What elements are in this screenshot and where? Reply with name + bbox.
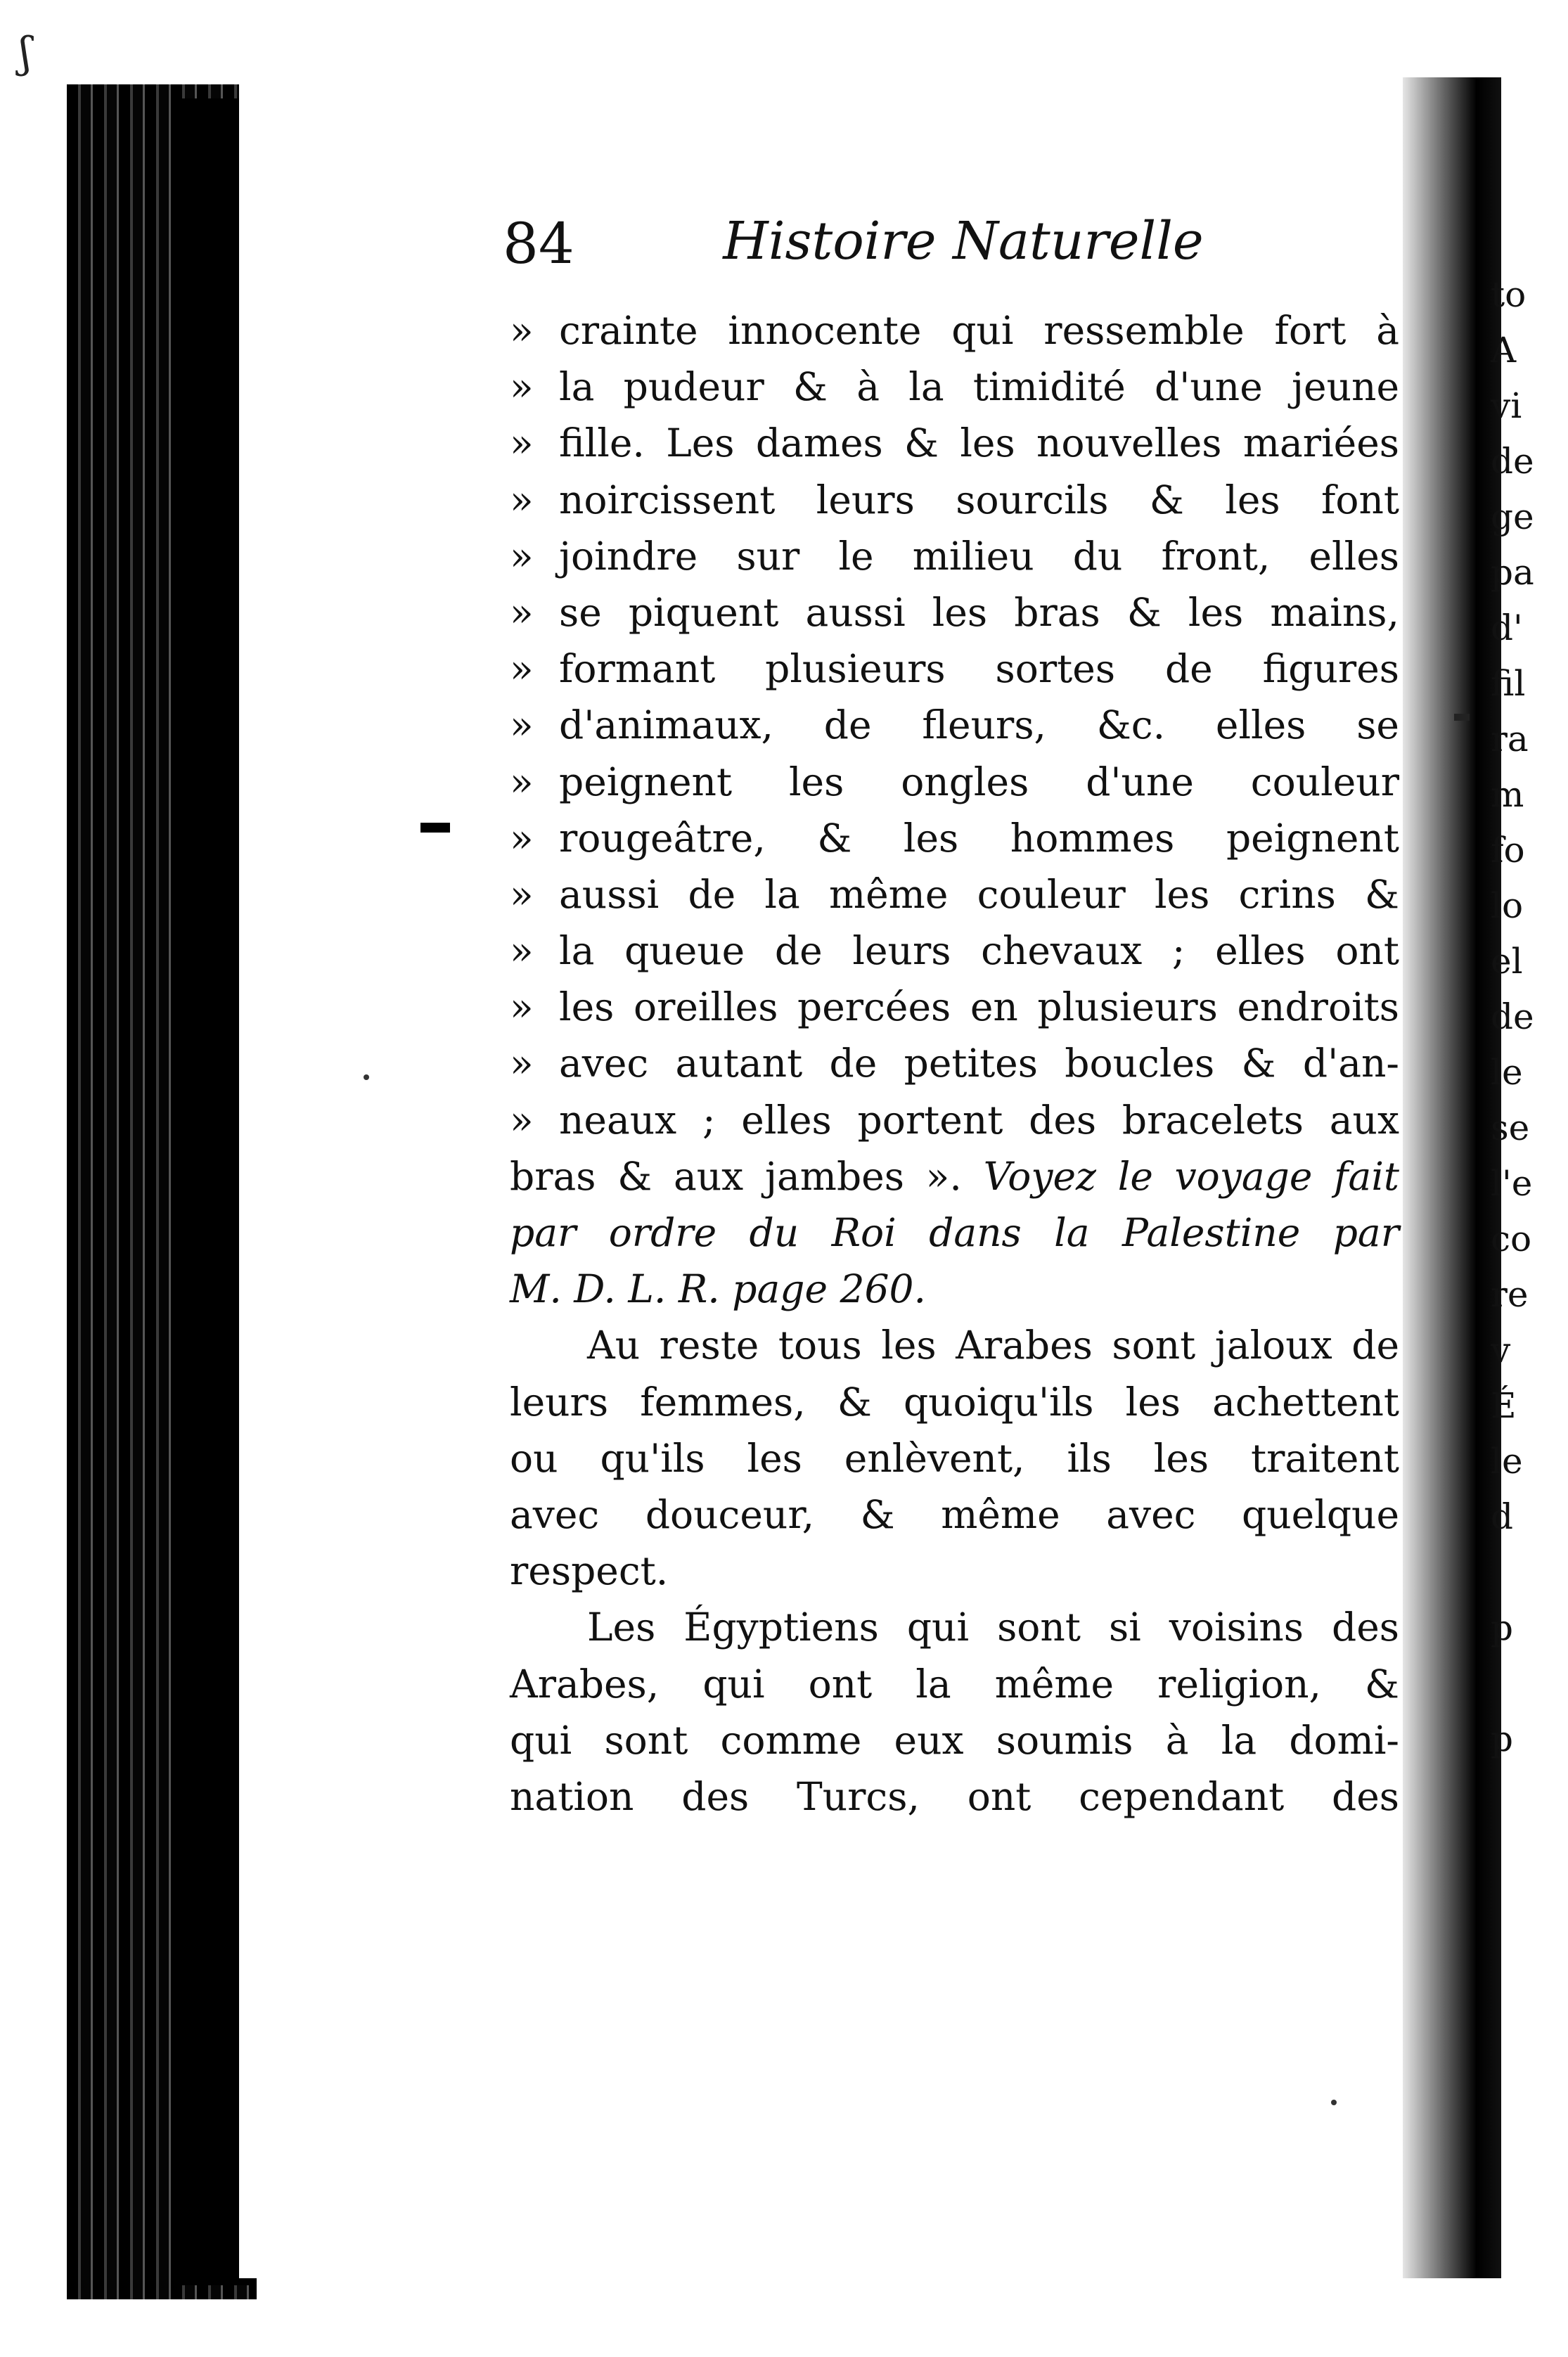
text-line: » crainte innocente qui ressemble fort à [510, 302, 1399, 359]
text-line: » peignent les ongles d'une couleur [510, 754, 1399, 810]
facing-line: ra [1491, 719, 1529, 759]
quote-mark: » [510, 759, 534, 804]
facing-line: lo [1491, 885, 1524, 926]
page-body [510, 302, 1399, 1825]
page-number: 84 [503, 211, 574, 276]
page-gutter [1403, 77, 1501, 2278]
facing-line: ge [1491, 496, 1534, 537]
facing-line: d [1491, 1496, 1514, 1537]
facing-line: el [1491, 941, 1523, 982]
quote-mark: » [510, 533, 534, 579]
text-line: » fille. Les dames & les nouvelles mariées [510, 415, 1399, 471]
paragraph-line: leurs femmes, & quoiqu'ils les achettent [510, 1379, 1399, 1425]
quote-mark: » [510, 477, 534, 522]
facing-line: le [1491, 1441, 1523, 1482]
facing-line: p [1491, 1607, 1514, 1648]
text-line: » formant plusieurs sortes de figures [510, 641, 1399, 697]
facing-line: A [1491, 330, 1517, 371]
facing-line: d' [1491, 608, 1523, 648]
text-line: » rougeâtre, & les hommes peignent [510, 810, 1399, 866]
ink-speck [364, 1074, 369, 1080]
quote-mark: » [510, 589, 534, 635]
facing-line [1491, 1545, 1568, 1600]
facing-line: fil [1491, 663, 1526, 704]
text-line: » joindre sur le milieu du front, elles [510, 528, 1399, 584]
quote-mark: » [510, 308, 534, 353]
text-line: » d'animaux, de fleurs, &c. elles se [510, 697, 1399, 753]
paragraph-line: ou qu'ils les enlèvent, ils les traitent [510, 1435, 1399, 1481]
facing-line: co [1491, 1219, 1532, 1259]
paragraph-line: Arabes, qui ont la même religion, & [510, 1661, 1399, 1707]
margin-mark [420, 823, 450, 833]
paragraph-line: Au reste tous les Arabes sont jaloux de [587, 1323, 1399, 1368]
facing-line: se [1491, 1107, 1530, 1148]
quote-mark: » [510, 871, 534, 917]
facing-line: re [1491, 1274, 1529, 1315]
citation-line: par ordre du Roi dans la Palestine par [510, 1210, 1399, 1255]
quote-mark: » [510, 646, 534, 692]
text-line: » noircissent leurs sourcils & les font [510, 472, 1399, 528]
paragraph-line: respect. [510, 1548, 669, 1594]
text-line: » la queue de leurs chevaux ; elles ont [510, 923, 1399, 979]
paragraph-line: qui sont comme eux soumis à la domi- [510, 1717, 1399, 1763]
ink-speck [1331, 2100, 1337, 2105]
text-line: » se piquent aussi les bras & les mains, [510, 584, 1399, 641]
text-line: » la pudeur & à la timidité d'une jeune [510, 359, 1399, 415]
quote-mark: » [510, 984, 534, 1030]
facing-line [1491, 1656, 1568, 1711]
facing-line: pa [1491, 552, 1534, 593]
citation-line: M. D. L. R. page 260. [510, 1266, 926, 1312]
running-title: Histoire Naturelle [723, 211, 1204, 271]
quote-mark: » [510, 420, 534, 466]
facing-line: vi [1491, 385, 1522, 426]
facing-line: fo [1491, 830, 1525, 871]
facing-line: É [1491, 1385, 1517, 1426]
facing-line: to [1491, 274, 1527, 315]
text-line: » neaux ; elles portent des bracelets aux [510, 1092, 1399, 1148]
quote-mark: » [510, 815, 534, 861]
quote-mark: » [510, 702, 534, 748]
text-line: » les oreilles percées en plusieurs endroits [510, 979, 1399, 1035]
facing-line: le [1491, 1052, 1523, 1093]
quote-mark: » [510, 1097, 534, 1143]
text-line: » aussi de la même couleur les crins & [510, 866, 1399, 923]
margin-mark-right [1454, 714, 1470, 721]
facing-page-fragments [1491, 267, 1568, 2081]
paragraph-line: avec douceur, & même avec quelque [510, 1491, 1399, 1537]
facing-line: de [1491, 441, 1534, 482]
paragraph-line: nation des Turcs, ont cependant des [510, 1773, 1399, 1819]
text-line: bras & aux jambes ». Voyez le voyage fait [510, 1153, 1400, 1199]
facing-line: m [1491, 774, 1524, 815]
paragraph-line: Les Égyptiens qui sont si voisins des [587, 1605, 1399, 1650]
corner-ink-mark: ʃ [20, 28, 32, 77]
quote-mark: » [510, 928, 534, 974]
quote-mark: » [510, 1041, 534, 1086]
facing-line: p [1491, 1719, 1514, 1759]
facing-line: l'e [1491, 1163, 1533, 1204]
quote-mark: » [510, 364, 534, 410]
text-line: » avec autant de petites boucles & d'an- [510, 1035, 1399, 1091]
facing-line: v [1491, 1330, 1511, 1370]
facing-line: de [1491, 996, 1534, 1037]
